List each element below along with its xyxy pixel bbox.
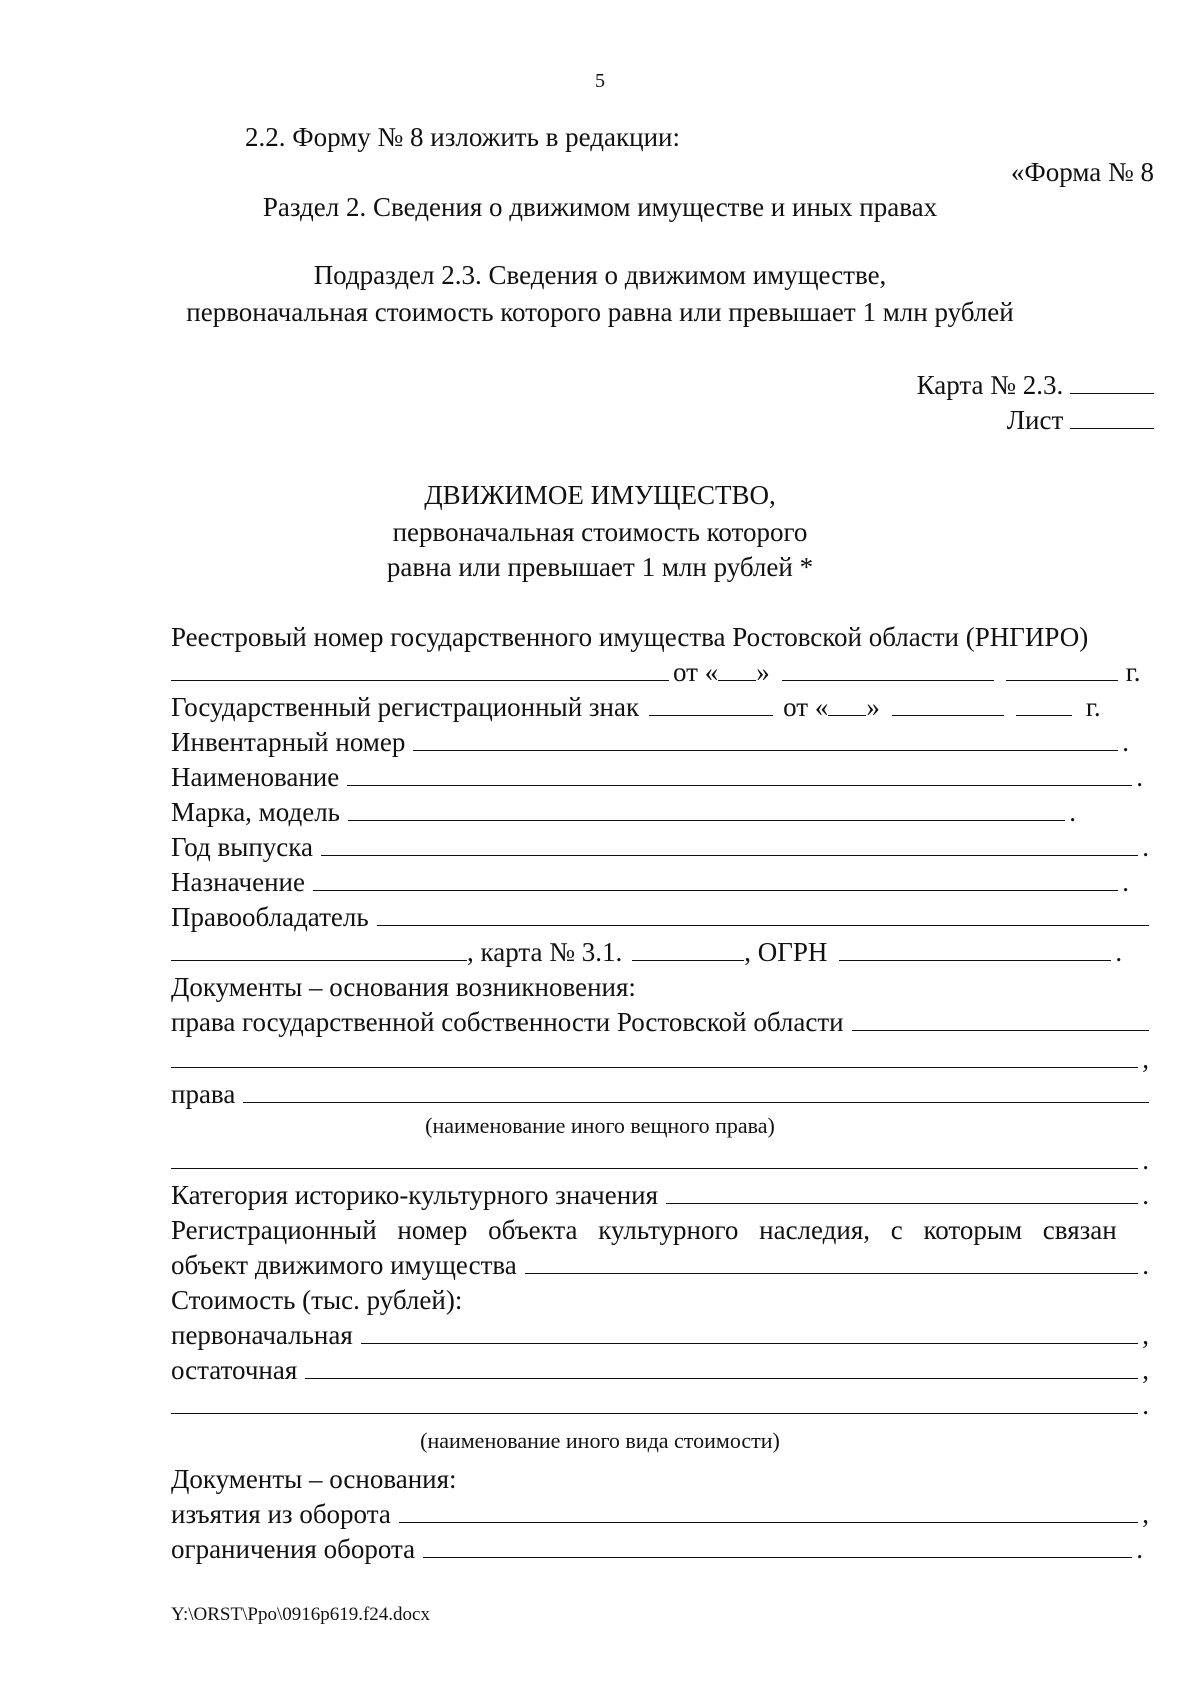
- sheet-number-line: [1070, 404, 1154, 429]
- state-property-right-continued-row: ,: [171, 1042, 1149, 1076]
- card-number: [917, 368, 1154, 402]
- purpose-row: Назначение .: [171, 867, 1129, 897]
- card-label: Карта № 2.3.: [916, 370, 1064, 400]
- right-holder-line: [377, 901, 1149, 926]
- right-holder-name-line: [171, 936, 467, 961]
- purpose-line: [313, 866, 1118, 891]
- intro-text: 2.2. Форму № 8 изложить в редакции:: [245, 122, 680, 152]
- subsection-line1: Подраздел 2.3. Сведения о движимом имуществе,: [313, 260, 887, 290]
- name-line: [347, 761, 1132, 786]
- cost-title: Стоимость (тыс. рублей):: [171, 1285, 463, 1315]
- right-holder-row: Правообладатель: [171, 900, 1149, 934]
- state-reg-year-line: [1016, 691, 1072, 716]
- docs-basis-label: Документы – основания:: [171, 1464, 457, 1494]
- year-line: [321, 831, 1138, 856]
- state-reg-sign-row: Государственный регистрационный знак от « » г.: [171, 692, 1101, 722]
- withdrawal-line: [399, 1498, 1138, 1523]
- name-row: Наименование .: [171, 762, 1143, 792]
- other-right-caption: (наименование иного вещного права): [425, 1113, 775, 1138]
- heading-line3: равна или превышает 1 млн рублей *: [386, 552, 814, 582]
- registry-number-row: от « » г.: [171, 655, 1149, 689]
- initial-cost-row: первоначальная ,: [171, 1320, 1149, 1350]
- restriction-row: ограничения оборота .: [171, 1534, 1143, 1564]
- registry-month-line: [782, 656, 994, 681]
- state-reg-month-line: [892, 691, 1004, 716]
- heritage-reg-line: [525, 1249, 1139, 1274]
- residual-cost-row: остаточная ,: [171, 1355, 1149, 1385]
- heading-line2: первоначальная стоимость которого: [392, 517, 808, 547]
- state-property-right-row: права государственной собственности Ростовской области: [171, 1005, 1149, 1039]
- state-reg-sign-line: [649, 691, 773, 716]
- registry-title: Реестровый номер государственного имущества Ростовской области (РНГИРО): [171, 622, 1089, 652]
- state-property-right-line-2: [171, 1043, 1138, 1068]
- heritage-reg-row: объект движимого имущества .: [171, 1250, 1149, 1280]
- brand-model-row: Марка, модель .: [171, 797, 1076, 827]
- sheet-number: [1007, 403, 1154, 437]
- year-row: Год выпуска .: [171, 832, 1149, 862]
- heritage-reg-line1: [171, 1213, 1149, 1247]
- initial-cost-line: [361, 1319, 1138, 1344]
- state-reg-day-line: [828, 691, 866, 716]
- subsection-line2: первоначальная стоимость которого равна или превышает 1 млн рублей: [186, 297, 1014, 327]
- card-31-line: [632, 936, 744, 961]
- other-right-line: [171, 1144, 1138, 1169]
- registry-year-line: [1006, 656, 1118, 681]
- right-row: права: [171, 1077, 1149, 1111]
- registry-number-line: [171, 656, 669, 681]
- form-label: «Форма № 8: [1010, 157, 1154, 187]
- page-number: 5: [595, 70, 605, 92]
- section-title: Раздел 2. Сведения о движимом имуществе и иных правах: [262, 192, 938, 222]
- other-cost-caption: (наименование иного вида стоимости): [420, 1428, 780, 1453]
- ogrn-line: [839, 936, 1111, 961]
- registry-day-line: [718, 656, 756, 681]
- heritage-reg-text: Регистрационный номер объекта культурного наследия, с которым связан: [171, 1215, 1117, 1245]
- other-right-row: .: [171, 1143, 1149, 1177]
- inventory-number-row: Инвентарный номер .: [171, 727, 1129, 757]
- withdrawal-row: изъятия из оборота ,: [171, 1499, 1149, 1529]
- other-cost-line: [171, 1389, 1138, 1414]
- docs-origin-label: Документы – основания возникновения:: [171, 972, 636, 1002]
- sheet-label: Лист: [1006, 405, 1064, 435]
- heritage-category-line: [666, 1179, 1138, 1204]
- right-line: [243, 1078, 1149, 1103]
- card-number-line: [1070, 369, 1154, 394]
- brand-model-line: [348, 796, 1065, 821]
- state-property-right-line: [852, 1006, 1149, 1031]
- residual-cost-line: [305, 1354, 1138, 1379]
- footer-file-path: Y:\ORST\Ppo\0916p619.f24.docx: [171, 1604, 430, 1625]
- restriction-line: [423, 1533, 1132, 1558]
- heading-line1: ДВИЖИМОЕ ИМУЩЕСТВО,: [424, 480, 776, 510]
- inventory-number-line: [413, 726, 1118, 751]
- heritage-category-row: Категория историко-культурного значения .: [171, 1180, 1149, 1210]
- other-cost-row: .: [171, 1388, 1149, 1422]
- right-holder-card-row: , карта № 3.1. , ОГРН .: [171, 935, 1149, 969]
